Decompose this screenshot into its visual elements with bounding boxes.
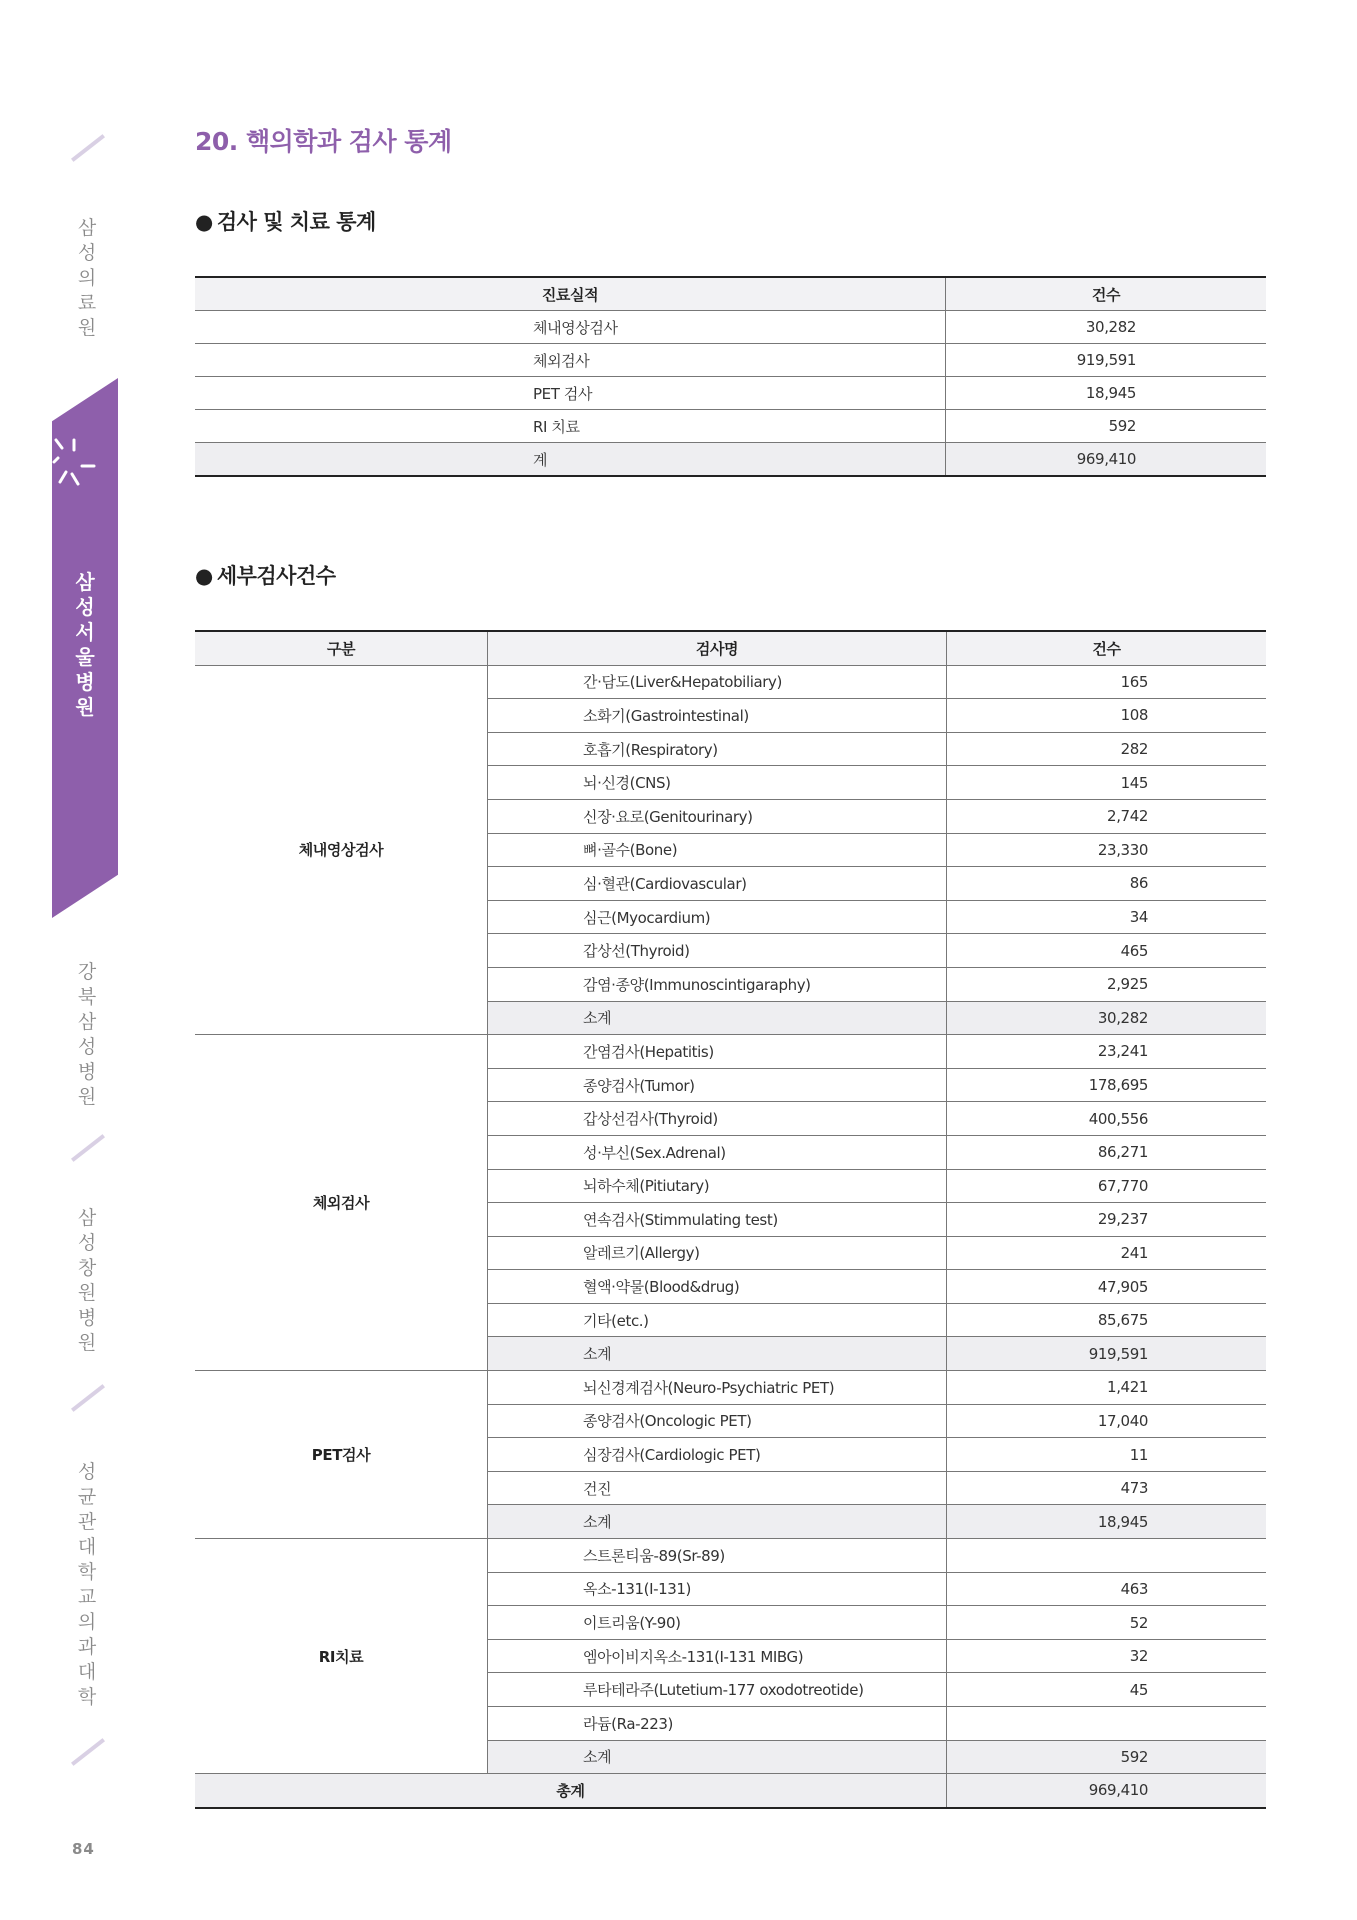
side-navigation	[0, 0, 130, 1920]
cell-subtotal-label: 소계	[488, 1001, 947, 1035]
table-row	[195, 377, 1266, 410]
column-header: 건수	[946, 277, 1267, 311]
cell-count: 2,742	[947, 799, 1267, 833]
cell-count	[947, 1539, 1267, 1573]
side-nav-item-samsung-medical[interactable]: 삼성의료원	[77, 217, 97, 339]
divider-slash	[71, 1384, 105, 1412]
cell-item: RI 치료	[195, 410, 946, 443]
cell-exam-name: 건진	[488, 1471, 947, 1505]
cell-subtotal-label: 소계	[488, 1740, 947, 1774]
cell-exam-name: 혈액·약물(Blood&drug)	[488, 1270, 947, 1304]
cell-count: 592	[946, 410, 1267, 443]
cell-exam-name: 성·부신(Sex.Adrenal)	[488, 1135, 947, 1169]
detail-exam-table	[195, 630, 1266, 1809]
table-row	[195, 1539, 1266, 1573]
cell-count: 86	[947, 867, 1267, 901]
cell-exam-name: 간염검사(Hepatitis)	[488, 1035, 947, 1069]
bullet-icon: ●	[195, 210, 213, 234]
cell-exam-name: 심·혈관(Cardiovascular)	[488, 867, 947, 901]
page-title: 20. 핵의학과 검사 통계	[195, 127, 452, 156]
cell-exam-name: 엠아이비지옥소-131(I-131 MIBG)	[488, 1639, 947, 1673]
cell-count: 29,237	[947, 1203, 1267, 1237]
cell-count: 165	[947, 665, 1267, 699]
table-total-row	[195, 1774, 1266, 1808]
column-header: 구분	[195, 631, 488, 665]
cell-exam-name: 이트리움(Y-90)	[488, 1606, 947, 1640]
section-heading-detail-counts	[195, 560, 336, 590]
cell-item: 계	[195, 443, 946, 477]
cell-count: 282	[947, 732, 1267, 766]
cell-count: 919,591	[946, 344, 1267, 377]
section-heading-text: 세부검사건수	[216, 564, 336, 588]
cell-count: 11	[947, 1438, 1267, 1472]
side-nav-item-skku-medicine[interactable]: 성균관대학교 의과대학	[77, 1461, 97, 1708]
cell-category: 체내영상검사	[195, 665, 488, 1035]
cell-count: 145	[947, 766, 1267, 800]
table-header-row	[195, 277, 1266, 311]
column-header: 건수	[947, 631, 1267, 665]
cell-exam-name: 뼈·골수(Bone)	[488, 833, 947, 867]
cell-count: 969,410	[946, 443, 1267, 477]
cell-count: 34	[947, 900, 1267, 934]
cell-count: 17,040	[947, 1404, 1267, 1438]
cell-count: 400,556	[947, 1102, 1267, 1136]
cell-subtotal-count: 919,591	[947, 1337, 1267, 1371]
cell-category: RI치료	[195, 1539, 488, 1774]
divider-slash	[71, 1134, 105, 1162]
column-header: 검사명	[488, 631, 947, 665]
table-header-row	[195, 631, 1266, 665]
cell-exam-name: 신장·요로(Genitourinary)	[488, 799, 947, 833]
cell-exam-name: 연속검사(Stimmulating test)	[488, 1203, 947, 1237]
cell-exam-name: 알레르기(Allergy)	[488, 1236, 947, 1270]
cell-count: 23,241	[947, 1035, 1267, 1069]
side-nav-item-samsung-changwon[interactable]: 삼성창원병원	[77, 1207, 97, 1354]
cell-exam-name: 간·담도(Liver&Hepatobiliary)	[488, 665, 947, 699]
cell-subtotal-count: 592	[947, 1740, 1267, 1774]
cell-count: 23,330	[947, 833, 1267, 867]
cell-count: 85,675	[947, 1303, 1267, 1337]
cell-exam-name: 종양검사(Tumor)	[488, 1068, 947, 1102]
table-total-row	[195, 443, 1266, 477]
cell-exam-name: 심장검사(Cardiologic PET)	[488, 1438, 947, 1472]
cell-exam-name: 갑상선(Thyroid)	[488, 934, 947, 968]
cell-count: 67,770	[947, 1169, 1267, 1203]
cell-count: 86,271	[947, 1135, 1267, 1169]
cell-count: 178,695	[947, 1068, 1267, 1102]
cell-subtotal-count: 18,945	[947, 1505, 1267, 1539]
column-header: 진료실적	[195, 277, 946, 311]
cell-category: PET검사	[195, 1371, 488, 1539]
side-nav-item-kangbuk-samsung[interactable]: 강북삼성병원	[77, 961, 97, 1108]
divider-slash	[71, 1738, 105, 1766]
cell-subtotal-label: 소계	[488, 1505, 947, 1539]
cell-exam-name: 라듐(Ra-223)	[488, 1707, 947, 1741]
cell-exam-name: 기타(etc.)	[488, 1303, 947, 1337]
cell-total-label: 총계	[195, 1774, 947, 1808]
table-row	[195, 311, 1266, 344]
cell-item: PET 검사	[195, 377, 946, 410]
divider-slash	[71, 134, 105, 162]
cell-subtotal-label: 소계	[488, 1337, 947, 1371]
cell-exam-name: 루타테라주(Lutetium-177 oxodotreotide)	[488, 1673, 947, 1707]
cell-exam-name: 스트론티움-89(Sr-89)	[488, 1539, 947, 1573]
table-row	[195, 344, 1266, 377]
cell-total-count: 969,410	[947, 1774, 1267, 1808]
cell-count: 1,421	[947, 1371, 1267, 1405]
cell-count: 463	[947, 1572, 1267, 1606]
cell-exam-name: 심근(Myocardium)	[488, 900, 947, 934]
cell-item: 체내영상검사	[195, 311, 946, 344]
cell-count: 18,945	[946, 377, 1267, 410]
exam-treatment-table	[195, 276, 1266, 477]
table-row	[195, 410, 1266, 443]
cell-count: 45	[947, 1673, 1267, 1707]
cell-exam-name: 감염·종양(Immunoscintigaraphy)	[488, 967, 947, 1001]
table-row	[195, 665, 1266, 699]
cell-count	[947, 1707, 1267, 1741]
section-heading-exam-treatment	[195, 206, 376, 236]
cell-subtotal-count: 30,282	[947, 1001, 1267, 1035]
table-row	[195, 1371, 1266, 1405]
cell-exam-name: 옥소-131(I-131)	[488, 1572, 947, 1606]
section-heading-text: 검사 및 치료 통계	[216, 210, 376, 234]
cell-count: 30,282	[946, 311, 1267, 344]
cell-exam-name: 뇌신경계검사(Neuro-Psychiatric PET)	[488, 1371, 947, 1405]
cell-item: 체외검사	[195, 344, 946, 377]
cell-exam-name: 호흡기(Respiratory)	[488, 732, 947, 766]
cell-exam-name: 갑상선검사(Thyroid)	[488, 1102, 947, 1136]
cell-count: 52	[947, 1606, 1267, 1640]
cell-exam-name: 소화기(Gastrointestinal)	[488, 699, 947, 733]
sparkle-icon	[52, 436, 96, 486]
cell-count: 241	[947, 1236, 1267, 1270]
cell-count: 32	[947, 1639, 1267, 1673]
cell-count: 473	[947, 1471, 1267, 1505]
bullet-icon: ●	[195, 564, 213, 588]
cell-count: 47,905	[947, 1270, 1267, 1304]
cell-count: 465	[947, 934, 1267, 968]
cell-count: 2,925	[947, 967, 1267, 1001]
cell-exam-name: 뇌·신경(CNS)	[488, 766, 947, 800]
cell-exam-name: 뇌하수체(Pitiutary)	[488, 1169, 947, 1203]
page-number: 84	[72, 1840, 95, 1858]
cell-category: 체외검사	[195, 1035, 488, 1371]
table-row	[195, 1035, 1266, 1069]
cell-exam-name: 종양검사(Oncologic PET)	[488, 1404, 947, 1438]
cell-count: 108	[947, 699, 1267, 733]
side-nav-item-samsung-seoul[interactable]: 삼성서울병원	[75, 570, 95, 719]
